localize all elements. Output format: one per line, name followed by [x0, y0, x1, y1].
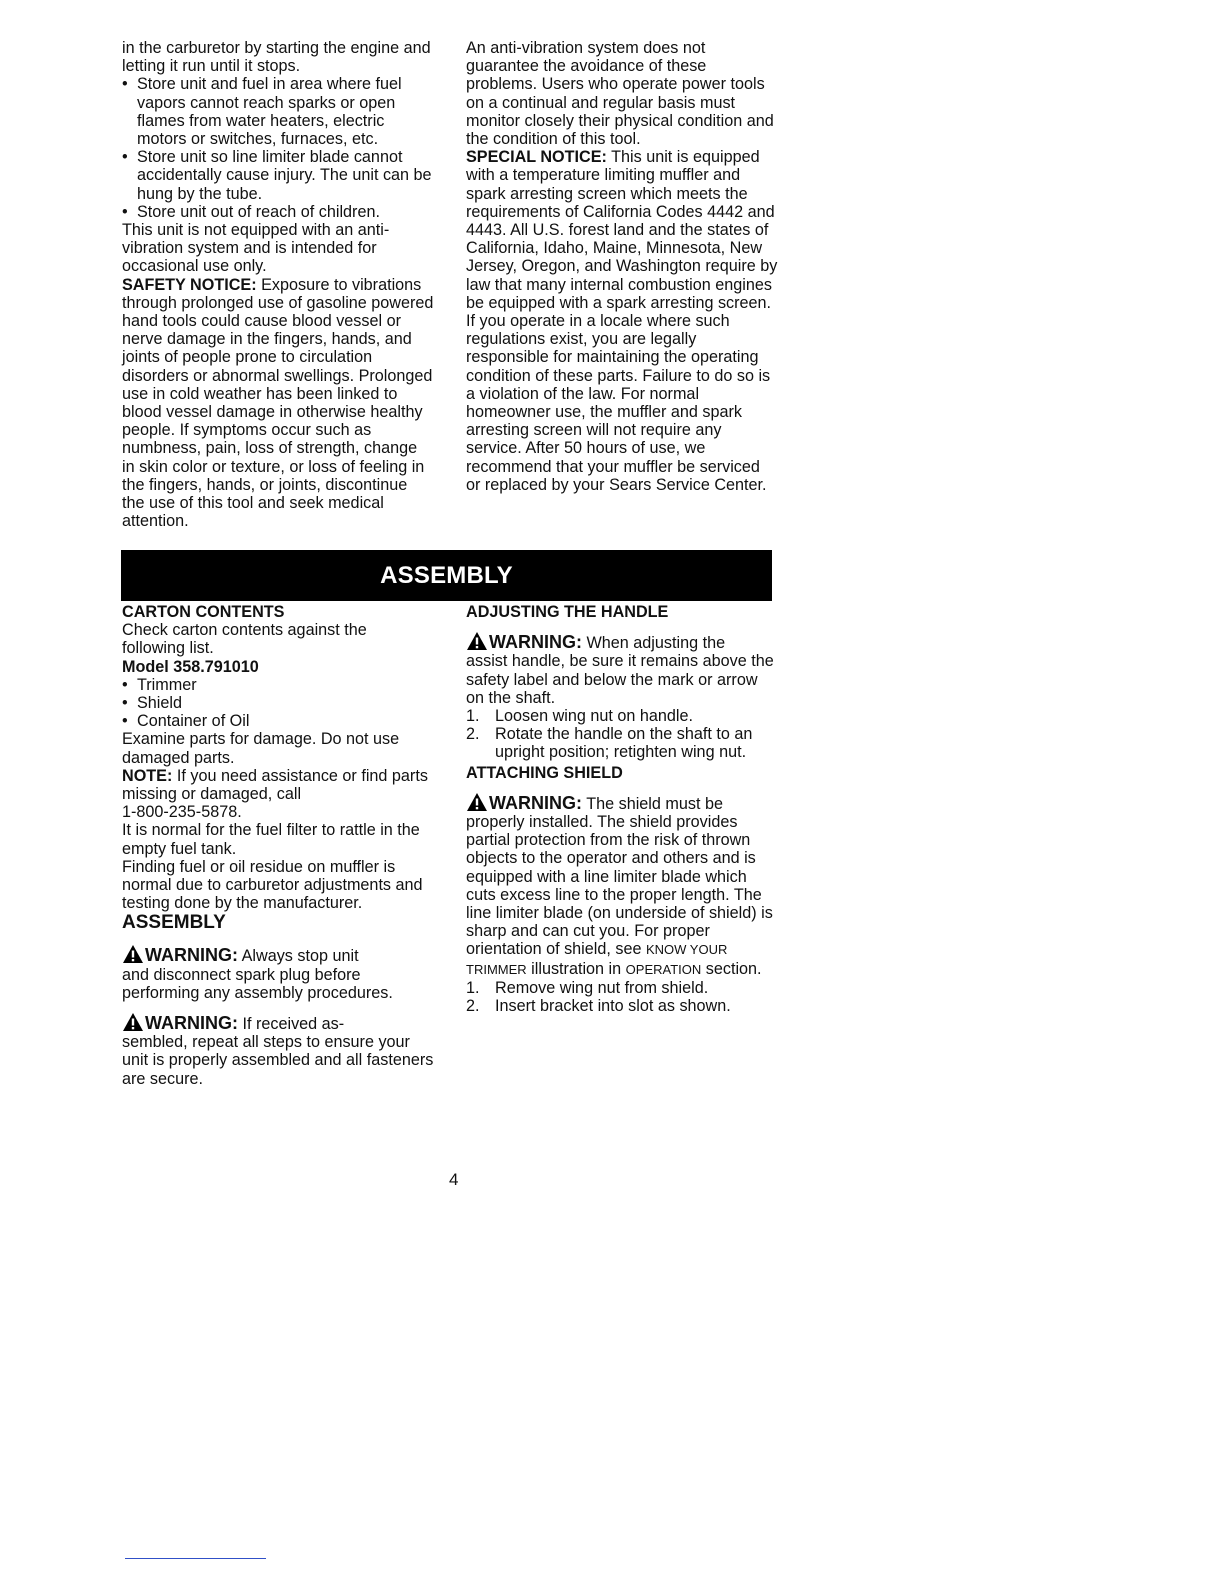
- operation-ref: OPERATION: [625, 961, 702, 977]
- model-label: Model 358.791010: [122, 657, 259, 676]
- carton-contents-heading: CARTON CONTENTS: [122, 603, 285, 621]
- warning-lead: When adjusting the: [586, 634, 726, 653]
- warning-block: [122, 944, 434, 1002]
- warning-block: [466, 792, 778, 979]
- special-notice-label: SPECIAL NOTICE:: [466, 148, 607, 167]
- warning-text: assist handle, be sure it remains above the safety label and below the mark or arrow on the shaft.: [466, 652, 774, 707]
- list-item: • Store unit so line limiter blade cannot accidentally cause injury. The unit can be hung by the tube.: [122, 148, 434, 203]
- special-notice-text: This unit is equipped with a temperature limiting muffler and spark arresting screen which meets the requirements of California Codes 4442 and 4443. All U.S. forest land and the states of California, Idaho, Maine, Minnesota, New Jersey, Oregon, and Washington require by law that many internal combustion engines be equipped with a spark arresting screen. If you operate in a locale where such regulations exist, you are legally responsible for maintaining the operating condition of these parts. Failure to do so is a violation of the law. For normal homeowner use, the muffler and spark arresting screen will not require any service. After 50 hours of use, we recommend that your muffler be serviced or replaced by your Sears Service Center.: [466, 148, 778, 494]
- safety-notice-text: Exposure to vibrations through prolonged use of gasoline powered hand tools could cause blood vessel or nerve damage in the fingers, hands, and joints of people prone to circulation disorders or abnormal swellings. Prolonged use in cold weather has been linked to blood vessel damage in otherwise healthy people. If symptoms occur such as numbness, pain, loss of strength, change in skin color or texture, or loss of feeling in the fingers, hands, or joints, discontinue the use of this tool and seek medical attention.: [122, 275, 434, 531]
- examine-text: Examine parts for damage. Do not use damaged parts.: [122, 730, 400, 767]
- carton-contents-text: Check carton contents against the following list.: [122, 621, 367, 658]
- list-item: • Shield: [122, 694, 434, 712]
- step-text: Insert bracket into slot as shown.: [495, 997, 731, 1016]
- step-text: Remove wing nut from shield.: [495, 978, 709, 997]
- list-item: • Container of Oil: [122, 712, 434, 730]
- warning-block: [466, 631, 778, 707]
- step-text: Loosen wing nut on handle.: [495, 707, 694, 726]
- illustration-in-text: illustration in: [531, 959, 622, 978]
- know-your-trimmer-ref: KNOW YOUR TRIMMER: [466, 942, 728, 977]
- warning-lead: If received as-: [242, 1015, 345, 1034]
- warning-icon: [466, 631, 488, 651]
- warning-text: and disconnect spark plug before performing any assembly procedures.: [122, 965, 393, 1002]
- warning-lead: Always stop unit: [241, 947, 359, 966]
- step-item: [466, 997, 778, 1015]
- section-text: section.: [705, 959, 762, 978]
- step-number: 1.: [466, 707, 480, 726]
- adjusting-handle-heading: ADJUSTING THE HANDLE: [466, 603, 669, 621]
- list-item: • Store unit and fuel in area where fuel vapors cannot reach sparks or open flames from water heaters, electric motors or switches, furnaces, etc.: [122, 75, 434, 148]
- step-item: [466, 707, 778, 725]
- note: [122, 767, 434, 803]
- right-column-top: [466, 39, 778, 494]
- special-notice: [466, 148, 778, 494]
- fuel-filter-text: It is normal for the fuel filter to rattle in the empty fuel tank.: [122, 821, 420, 858]
- step-number: 2.: [466, 997, 480, 1016]
- phone-number: 1-800-235-5878.: [122, 803, 242, 822]
- step-number: 1.: [466, 978, 480, 997]
- note-label: NOTE:: [122, 766, 173, 785]
- divider: [125, 1558, 266, 1559]
- step-number: 2.: [466, 725, 480, 744]
- left-column-top: [122, 39, 434, 530]
- page-number: 4: [449, 1170, 459, 1189]
- warning-text: properly installed. The shield provides partial protection from the risk of thrown objects to the operator and others and is equipped with a line limiter blade which cuts excess line to the proper length. The line limiter blade (on underside of shield) is sharp and can cut you. For proper orientation of shield, see: [466, 813, 773, 959]
- assembly-heading: ASSEMBLY: [122, 912, 226, 934]
- warning-block: [122, 1012, 434, 1088]
- left-column-bottom: [122, 603, 434, 1088]
- step-text: Rotate the handle on the shaft to an upright position; retighten wing nut.: [495, 725, 753, 762]
- safety-notice-label: SAFETY NOTICE:: [122, 275, 257, 294]
- warning-label: WARNING:: [489, 792, 582, 813]
- list-item: • Trimmer: [122, 676, 434, 694]
- list-item: • Store unit out of reach of children.: [122, 203, 434, 221]
- warning-label: WARNING:: [145, 945, 238, 966]
- warning-lead: The shield must be: [586, 794, 723, 813]
- warning-label: WARNING:: [489, 632, 582, 653]
- anti-vibration-disclaimer: This unit is not equipped with an anti-vibration system and is intended for occasional use only.: [122, 221, 390, 276]
- storage-intro: in the carburetor by starting the engine and letting it run until it stops.: [122, 39, 431, 76]
- warning-label: WARNING:: [145, 1013, 238, 1034]
- warning-icon: [466, 792, 488, 812]
- warning-icon: [122, 944, 144, 964]
- step-item: [466, 979, 778, 997]
- anti-vibration-text: An anti-vibration system does not guarantee the avoidance of these problems. Users who operate power tools on a continual and regular basis must monitor closely their physical condition and the condition of this tool.: [466, 39, 774, 149]
- right-column-bottom: [466, 603, 778, 1015]
- attaching-shield-heading: ATTACHING SHIELD: [466, 763, 623, 782]
- warning-text: sembled, repeat all steps to ensure your unit is properly assembled and all fasteners are secure.: [122, 1033, 434, 1088]
- warning-icon: [122, 1012, 144, 1032]
- safety-notice: [122, 276, 434, 531]
- step-item: [466, 725, 778, 761]
- residue-text: Finding fuel or oil residue on muffler is normal due to carburetor adjustments and testing done by the manufacturer.: [122, 857, 423, 913]
- assembly-banner: ASSEMBLY: [121, 550, 772, 601]
- note-text: If you need assistance or find parts missing or damaged, call: [122, 766, 428, 804]
